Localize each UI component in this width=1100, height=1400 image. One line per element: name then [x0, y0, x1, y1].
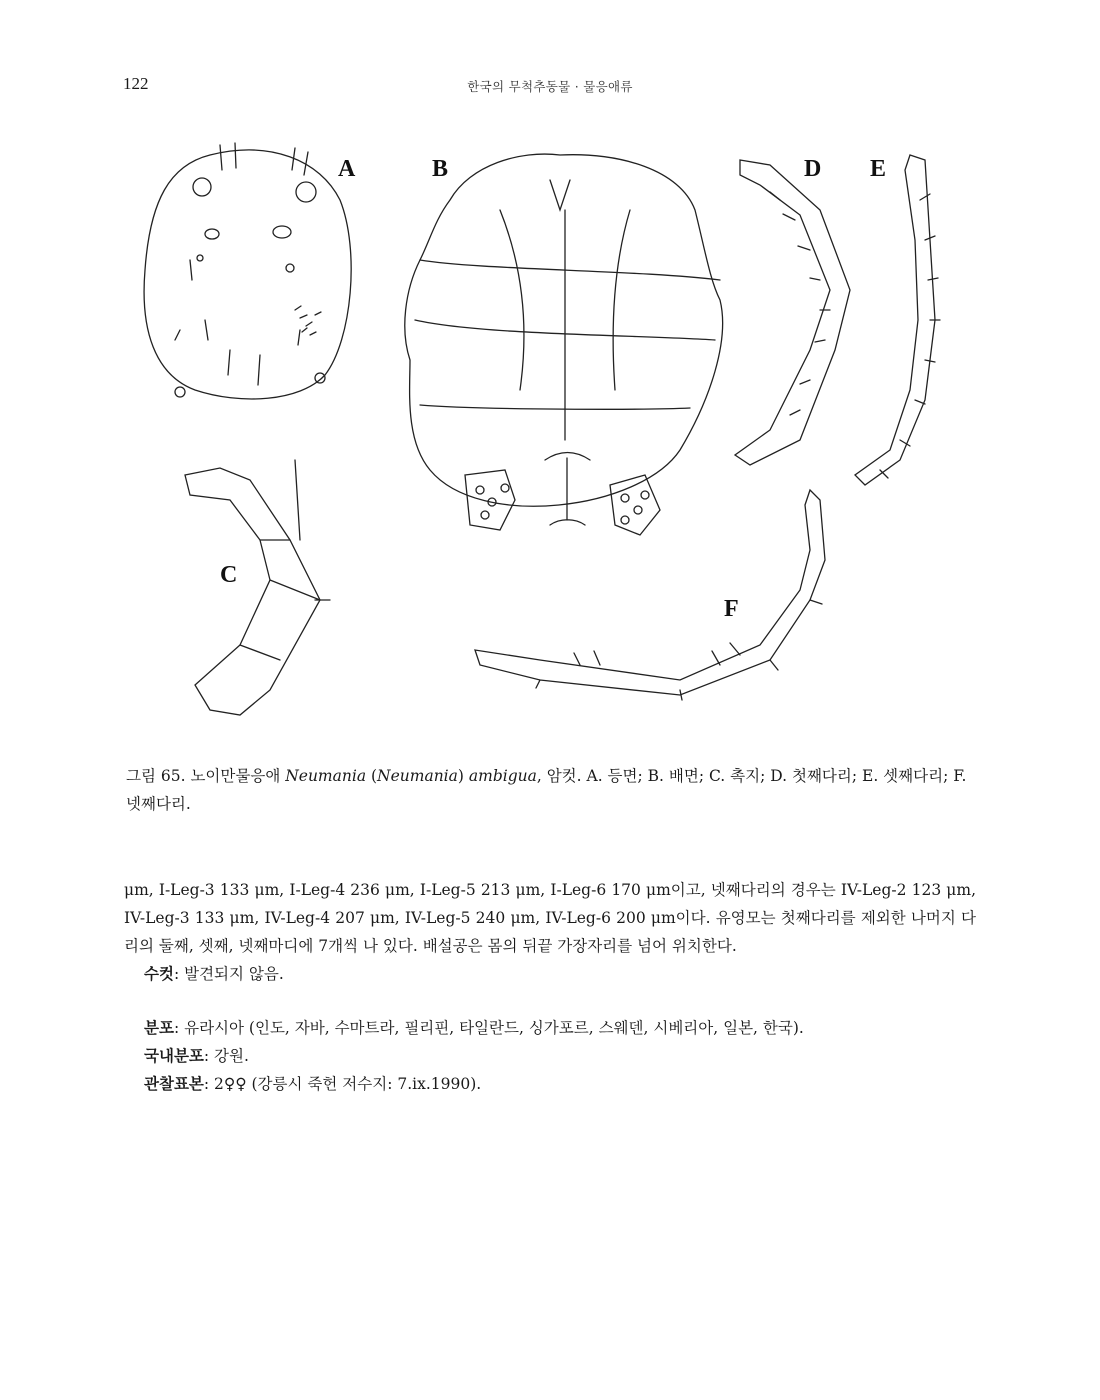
palp-drawing: [185, 460, 330, 715]
domestic-distribution-line: [124, 1042, 976, 1070]
dorsal-view-drawing: [144, 143, 351, 399]
figure-label-c: C: [220, 562, 238, 588]
caption-species: ambigua: [468, 767, 537, 785]
male-note: [124, 960, 976, 988]
running-title: 한국의 무척추동물 · 물응애류: [467, 79, 633, 94]
figure-illustration: [120, 140, 980, 740]
domestic-text: : 강원.: [203, 1047, 249, 1065]
section-gap: [124, 988, 976, 1014]
caption-prefix: 그림 65. 노이만물응애: [126, 767, 286, 785]
distribution-text: : 유라시아 (인도, 자바, 수마트라, 필리핀, 타일란드, 싱가포르, 스웨덴, 시베리아, 일본, 한국).: [173, 1019, 804, 1037]
caption-suffix: , 암컷. A. 등면; B. 배면; C. 촉지; D. 첫째다리; E. 셋째다리; F. 넷째다리.: [126, 767, 967, 813]
male-text: : 발견되지 않음.: [173, 965, 284, 983]
male-label: 수컷: [144, 964, 174, 983]
first-leg-drawing: [735, 160, 850, 465]
leg-measurements-paragraph: μm, I-Leg-3 133 μm, I-Leg-4 236 μm, I-Leg-5 213 μm, I-Leg-6 170 μm이고, 넷째다리의 경우는 IV-Leg-2 123 μm, IV-Leg-3 133 μm, IV-Leg-4 207 μm, IV-Leg-5 240 μm, IV-Leg-6 200 μm이다. 유영모는 첫째다리를 제외한 나머지 다리의 둘째, 셋째, 넷째마디에 7개씩 나 있다. 배설공은 몸의 뒤끝 가장자리를 넘어 위치한다.: [124, 881, 976, 955]
caption-subgenus: Neumania: [377, 767, 458, 785]
figure-65: [120, 140, 980, 740]
specimens-label: 관찰표본: [144, 1074, 204, 1093]
caption-subgenus-close: ): [457, 767, 469, 785]
figure-label-f: F: [724, 596, 739, 622]
caption-genus: Neumania: [285, 767, 367, 785]
specimens-text: : 2♀♀ (강릉시 죽헌 저수지: 7.ix.1990).: [203, 1075, 482, 1093]
ventral-view-drawing: [405, 154, 723, 535]
figure-label-a: A: [338, 156, 356, 182]
figure-label-d: D: [804, 156, 822, 182]
domestic-label: 국내분포: [144, 1046, 204, 1065]
page-number: 122: [123, 74, 149, 93]
caption-subgenus-open: (: [366, 767, 378, 785]
body-text: [124, 876, 976, 1098]
figure-caption: [126, 762, 976, 818]
specimens-line: [124, 1070, 976, 1098]
figure-label-b: B: [432, 156, 449, 182]
third-leg-drawing: [855, 155, 940, 485]
figure-label-e: E: [870, 156, 887, 182]
distribution-line: [124, 1014, 976, 1042]
distribution-label: 분포: [144, 1018, 174, 1037]
